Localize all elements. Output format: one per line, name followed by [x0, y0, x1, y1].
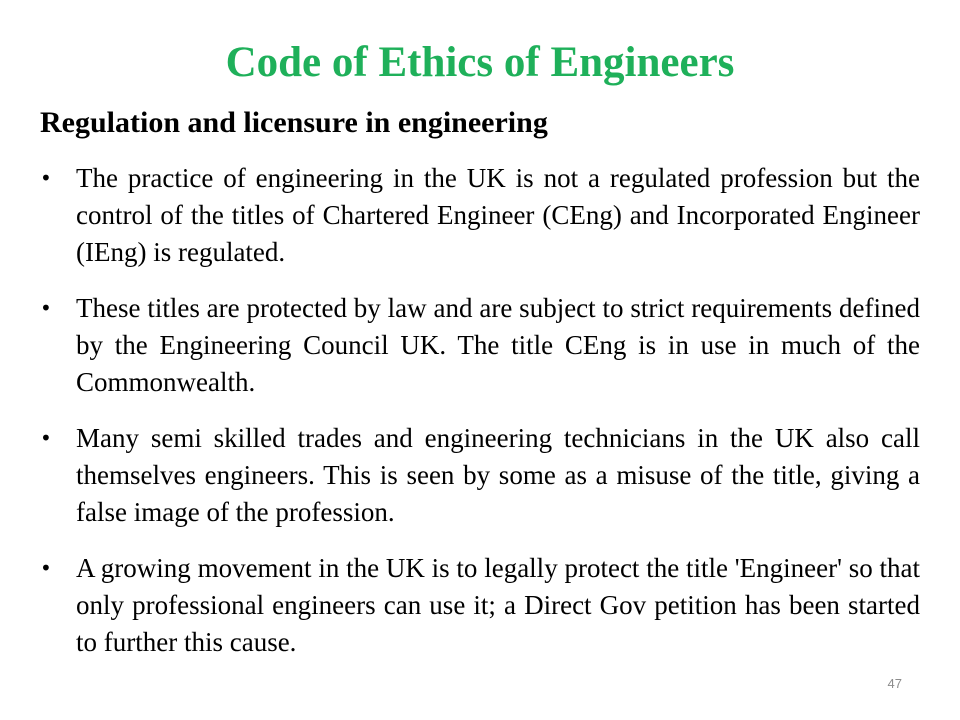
- bullet-item: [40, 160, 920, 271]
- bullet-item: [40, 420, 920, 531]
- page-number: 47: [887, 676, 902, 691]
- bullet-text: A growing movement in the UK is to legally protect the title 'Engineer' so that only professional engineers can use it; a Direct Gov petition has been started to further this cause.: [76, 553, 920, 657]
- bullet-text: These titles are protected by law and are subject to strict requirements defined by the Engineering Council UK. The title CEng is in use in much of the Commonwealth.: [76, 293, 920, 397]
- bullet-dot-icon: •: [40, 426, 52, 450]
- bullet-item: [40, 290, 920, 401]
- bullet-item: [40, 550, 920, 661]
- bullet-dot-icon: •: [40, 296, 52, 320]
- slide-title: Code of Ethics of Engineers: [225, 39, 735, 86]
- bullet-text: The practice of engineering in the UK is not a regulated profession but the control of the titles of Chartered Engineer (CEng) and Incorporated Engineer (IEng) is regulated.: [76, 163, 920, 267]
- bullet-dot-icon: •: [40, 166, 52, 190]
- slide-subtitle: Regulation and licensure in engineering: [40, 106, 548, 139]
- bullet-text: Many semi skilled trades and engineering technicians in the UK also call themselves engineers. This is seen by some as a misuse of the title, giving a false image of the profession.: [76, 423, 920, 527]
- bullet-dot-icon: •: [40, 556, 52, 580]
- bullet-list: [40, 160, 920, 680]
